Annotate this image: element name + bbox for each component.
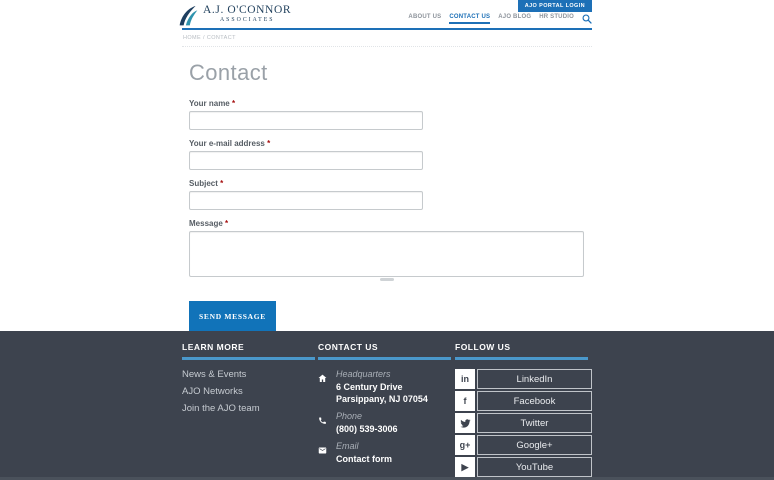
social-label: Twitter <box>477 413 592 433</box>
ajo-portal-login-button[interactable]: AJO PORTAL LOGIN <box>518 0 592 12</box>
subject-label <box>189 179 592 188</box>
required-asterisk: * <box>231 99 236 109</box>
home-icon <box>318 369 329 405</box>
learn-more-title: LEARN MORE <box>182 342 245 353</box>
address-line: 6 Century Drive <box>336 382 403 393</box>
contact-label: Phone <box>336 411 363 422</box>
nav-contact-us[interactable]: CONTACT US <box>449 14 490 24</box>
contact-item-email <box>318 441 455 465</box>
linkedin-icon: in <box>455 369 475 389</box>
footer <box>0 331 774 480</box>
header <box>182 0 592 30</box>
accent-bar <box>182 357 315 360</box>
logo-title: A.J. O'CONNOR <box>203 4 292 16</box>
footer-contact-us <box>318 342 455 479</box>
twitter-icon <box>455 413 475 433</box>
required-asterisk: * <box>220 179 224 189</box>
breadcrumb[interactable]: HOME / CONTACT <box>182 30 592 47</box>
contact-item-headquarters <box>318 369 455 405</box>
social-label: LinkedIn <box>477 369 592 389</box>
google-plus-icon: g+ <box>455 435 475 455</box>
email-label-text: Your e-mail address <box>189 139 265 149</box>
email-label <box>189 139 592 148</box>
social-youtube-button[interactable] <box>455 457 592 477</box>
name-input[interactable] <box>189 111 423 130</box>
required-asterisk: * <box>225 219 229 229</box>
main-content <box>182 47 592 331</box>
footer-link-news-events[interactable]: News & Events <box>182 369 247 381</box>
search-icon[interactable] <box>582 14 592 24</box>
main-nav <box>400 14 592 24</box>
subject-input[interactable] <box>189 191 423 210</box>
send-message-button[interactable]: SEND MESSAGE <box>189 301 276 331</box>
social-label: Facebook <box>477 391 592 411</box>
contact-us-title: CONTACT US <box>318 342 379 353</box>
message-label <box>189 219 592 228</box>
nav-hr-studio[interactable]: HR STUDIO <box>539 14 574 21</box>
footer-link-ajo-networks[interactable]: AJO Networks <box>182 386 243 398</box>
social-twitter-button[interactable] <box>455 413 592 433</box>
phone-icon <box>318 411 329 435</box>
page-title: Contact <box>189 60 268 86</box>
name-label <box>189 99 592 108</box>
footer-follow-us <box>455 342 592 479</box>
nav-ajo-blog[interactable]: AJO BLOG <box>498 14 532 21</box>
social-label: Google+ <box>477 435 592 455</box>
youtube-icon: ▶ <box>455 457 475 477</box>
social-facebook-button[interactable] <box>455 391 592 411</box>
logo[interactable] <box>177 4 291 29</box>
email-input[interactable] <box>189 151 423 170</box>
name-label-text: Your name <box>189 99 230 109</box>
accent-bar <box>318 357 451 360</box>
accent-bar <box>455 357 588 360</box>
logo-text <box>203 4 291 23</box>
follow-us-title: FOLLOW US <box>455 342 511 353</box>
contact-form-link[interactable]: Contact form <box>336 454 392 465</box>
social-label: YouTube <box>477 457 592 477</box>
sail-logo-icon <box>177 4 200 29</box>
message-label-text: Message <box>189 219 223 229</box>
contact-label: Headquarters <box>336 369 391 380</box>
required-asterisk: * <box>267 139 271 149</box>
envelope-icon <box>318 441 329 465</box>
nav-about-us[interactable]: ABOUT US <box>408 14 442 21</box>
social-linkedin-button[interactable] <box>455 369 592 389</box>
social-google-plus-button[interactable] <box>455 435 592 455</box>
footer-learn-more <box>182 342 318 479</box>
subject-label-text: Subject <box>189 179 218 189</box>
textarea-resize-handle[interactable] <box>380 278 394 281</box>
phone-number: (800) 539-3006 <box>336 424 398 435</box>
facebook-icon: f <box>455 391 475 411</box>
contact-form <box>189 99 592 331</box>
contact-item-phone <box>318 411 455 435</box>
message-textarea[interactable] <box>189 231 584 277</box>
logo-subtitle: ASSOCIATES <box>220 17 275 23</box>
footer-link-join-team[interactable]: Join the AJO team <box>182 403 260 415</box>
address-line: Parsippany, NJ 07054 <box>336 394 428 405</box>
contact-label: Email <box>336 441 359 452</box>
